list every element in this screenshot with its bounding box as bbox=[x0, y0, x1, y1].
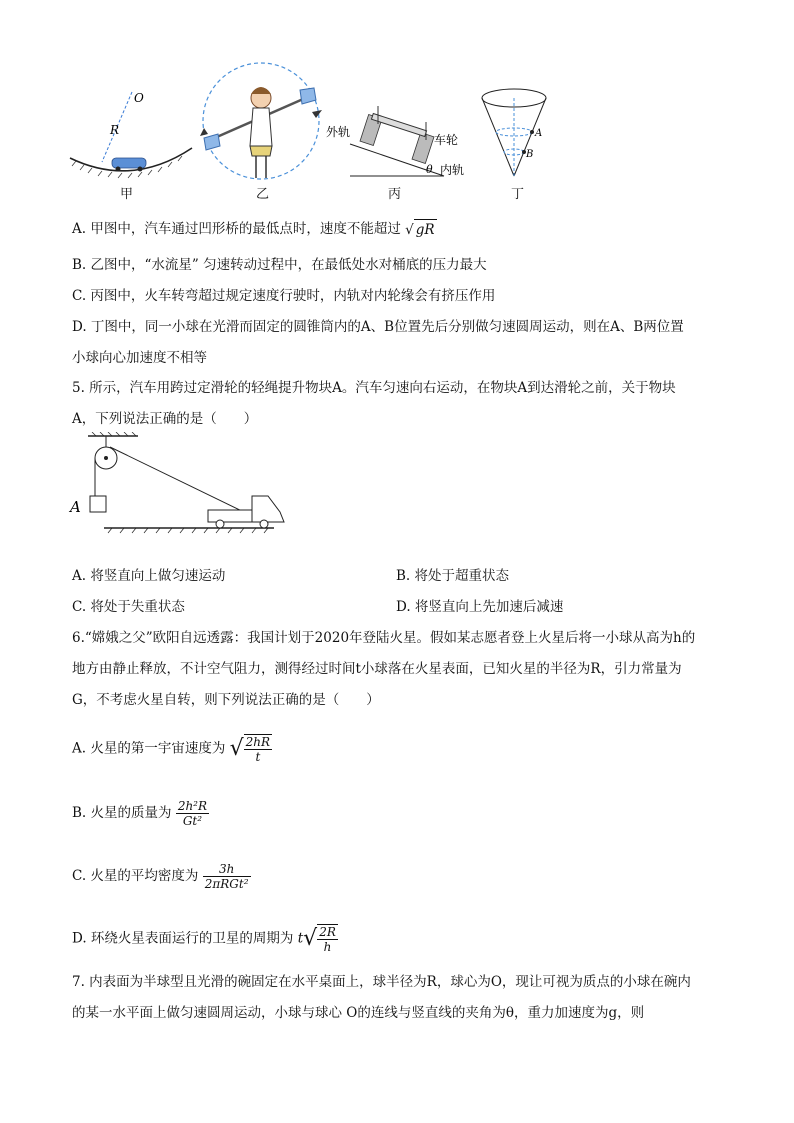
block-A bbox=[90, 496, 106, 512]
q4-option-c: C. 丙图中，火车转弯超过规定速度行驶时，内轨对内轮缘会有挤压作用 bbox=[72, 288, 496, 304]
label-O: O bbox=[134, 91, 144, 105]
q6-stem-line3: G，不考虑火星自转，则下列说法正确的是（ ） bbox=[72, 692, 380, 708]
q6-option-c: C. 火星的平均密度为 $\frac{3h}{\text{2πRGt²}}$ bbox=[72, 862, 249, 891]
label-R: R bbox=[110, 123, 120, 137]
q6-option-d: D. 环绕火星表面运行的卫星的周期为 t√ $\frac{2R}{h}$ bbox=[72, 925, 336, 954]
q6-option-a: A. 火星的第一宇宙速度为 √ $\frac{2hR}{t}$ bbox=[72, 735, 271, 764]
figure-yi-caption: 乙 bbox=[256, 187, 270, 202]
q4-option-d-line2: 小球向心加速度不相等 bbox=[72, 350, 207, 366]
q5-option-d: D. 将竖直向上先加速后减速 bbox=[396, 599, 564, 615]
figure-bing bbox=[326, 96, 476, 186]
figure-bing-caption: 丙 bbox=[388, 187, 402, 202]
q4-option-d-line1: D. 丁图中，同一小球在光滑而固定的圆锥筒内的A、B位置先后分别做匀速圆周运动，则在A、B两位置 bbox=[72, 319, 684, 335]
label-theta: θ bbox=[426, 163, 433, 176]
figure-jia-caption: 甲 bbox=[120, 187, 134, 202]
figure-ding bbox=[478, 84, 558, 184]
truck-icon bbox=[208, 496, 284, 528]
label-outer-rail: 外轨 bbox=[326, 125, 351, 139]
q4-option-b: B. 乙图中，“水流星” 匀速转动过程中，在最低处水对桶底的压力最大 bbox=[72, 257, 487, 273]
q5-pulley-figure bbox=[68, 432, 292, 544]
q4-option-a: A. 甲图中，汽车通过凹形桥的最低点时，速度不能超过 √ gR bbox=[72, 221, 435, 238]
q5-option-b: B. 将处于超重状态 bbox=[396, 568, 510, 584]
q7-stem-line1: 7. 内表面为半球型且光滑的碗固定在水平桌面上，球半径为R，球心为O，现让可视为质点的小球在碗内 bbox=[72, 974, 691, 990]
q7-stem-line2: 的某一水平面上做匀速圆周运动，小球与球心 O的连线与竖直线的夹角为θ，重力加速度为g，则 bbox=[72, 1005, 645, 1021]
q6-stem-line1: 6.“嫦娥之父”欧阳自远透露：我国计划于2020年登陆火星。假如某志愿者登上火星后将一小球从高为h的 bbox=[72, 630, 696, 646]
label-A: A bbox=[70, 498, 81, 516]
q5-stem-line2: A，下列说法正确的是（ ） bbox=[72, 411, 258, 427]
label-A: A bbox=[535, 128, 543, 139]
figure-yi bbox=[198, 58, 328, 188]
label-wheel: 车轮 bbox=[434, 133, 459, 147]
label-inner-rail: 内轨 bbox=[440, 163, 465, 177]
q6-stem-line2: 地方由静止释放，不计空气阻力，测得经过时间t小球落在火星表面，已知火星的半径为R，引力常量为 bbox=[72, 661, 682, 677]
figure-ding-caption: 丁 bbox=[511, 187, 525, 202]
q5-option-a: A. 将竖直向上做匀速运动 bbox=[72, 568, 226, 584]
q5-option-c: C. 将处于失重状态 bbox=[72, 599, 185, 615]
q5-stem-line1: 5. 所示，汽车用跨过定滑轮的轻绳提升物块A。汽车匀速向右运动，在物块A到达滑轮之前，关于物块 bbox=[72, 380, 676, 396]
q6-option-b: B. 火星的质量为 $\frac{\text{2h²R}}{\text{Gt²}}$ bbox=[72, 799, 208, 828]
car-icon bbox=[112, 158, 146, 168]
figure-jia bbox=[62, 80, 202, 200]
label-B: B bbox=[526, 149, 534, 160]
